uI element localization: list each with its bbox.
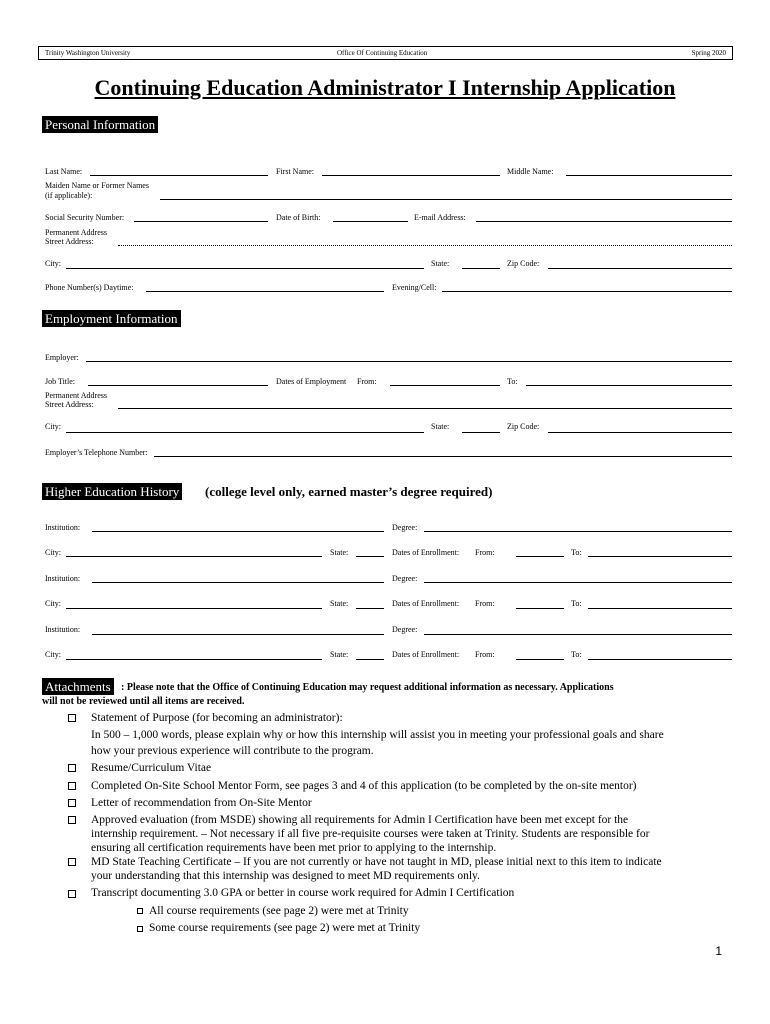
attachments-section-heading: Attachments: [42, 678, 114, 695]
enroll-from-1-label: From:: [475, 548, 495, 557]
employment-section-heading: Employment Information: [42, 310, 181, 327]
employment-state-field[interactable]: [462, 432, 500, 433]
employment-state-label: State:: [431, 422, 450, 431]
institution-3-field[interactable]: [92, 634, 384, 635]
institution-1-field[interactable]: [92, 531, 384, 532]
phone-day-label: Phone Number(s) Daytime:: [45, 283, 134, 292]
maiden-name-label: Maiden Name or Former Names: [45, 181, 149, 190]
employment-zip-label: Zip Code:: [507, 422, 540, 431]
edu-city-3-field[interactable]: [66, 659, 322, 660]
enroll-to-3-field[interactable]: [588, 659, 732, 660]
statement-instructions: In 500 – 1,000 words, please explain why or how this internship will assist you in meeting your professional goals and share: [91, 729, 664, 741]
msde-evaluation-label: Approved evaluation (from MSDE) showing all requirements for Admin I Certification have been met except for the: [91, 814, 629, 826]
employment-to-label: To:: [507, 377, 518, 386]
header-university: Trinity Washington University: [45, 49, 131, 57]
city-field[interactable]: [66, 268, 424, 269]
maiden-name-field[interactable]: [160, 199, 732, 200]
employment-zip-field[interactable]: [548, 432, 732, 433]
enroll-to-3-label: To:: [571, 650, 582, 659]
employment-from-label: From:: [357, 377, 377, 386]
institution-3-label: Institution:: [45, 625, 81, 634]
degree-1-label: Degree:: [392, 523, 418, 532]
middle-name-label: Middle Name:: [507, 167, 554, 176]
employment-street-field[interactable]: [118, 408, 732, 409]
perm-address-label: Permanent Address: [45, 228, 107, 237]
msde-evaluation-line-3: ensuring all certification requirements have been met prior to applying to the internship.: [91, 842, 497, 854]
street-address-label: Street Address:: [45, 237, 94, 246]
education-heading-note: (college level only, earned master’s degree required): [205, 484, 493, 499]
enroll-to-2-label: To:: [571, 599, 582, 608]
recommendation-letter-checkbox[interactable]: [68, 799, 76, 807]
resume-label: Resume/Curriculum Vitae: [91, 762, 212, 774]
edu-city-1-field[interactable]: [66, 556, 322, 557]
zip-label: Zip Code:: [507, 259, 540, 268]
edu-city-3-label: City:: [45, 650, 62, 659]
md-certificate-checkbox[interactable]: [68, 858, 76, 866]
employment-to-field[interactable]: [526, 385, 732, 386]
dates-employment-label: Dates of Employment: [276, 377, 347, 386]
employer-phone-field[interactable]: [154, 456, 732, 457]
employer-field[interactable]: [86, 361, 732, 362]
md-certificate-label: MD State Teaching Certificate – If you are not currently or have not taught in MD, please initial next to this item to indicate: [91, 856, 662, 868]
some-courses-trinity-checkbox[interactable]: [137, 926, 143, 932]
statement-of-purpose-label: Statement of Purpose (for becoming an administrator):: [91, 712, 343, 724]
first-name-field[interactable]: [322, 175, 500, 176]
enrollment-1-label: Dates of Enrollment:: [392, 548, 460, 557]
employment-street-label: Street Address:: [45, 400, 94, 409]
enroll-from-2-field[interactable]: [516, 608, 564, 609]
institution-2-field[interactable]: [92, 582, 384, 583]
personal-section-heading: Personal Information: [42, 116, 158, 133]
state-label: State:: [431, 259, 450, 268]
edu-state-1-field[interactable]: [356, 556, 384, 557]
all-courses-trinity-label: All course requirements (see page 2) were met at Trinity: [149, 905, 409, 917]
edu-city-1-label: City:: [45, 548, 62, 557]
evening-cell-field[interactable]: [442, 291, 732, 292]
institution-1-label: Institution:: [45, 523, 81, 532]
edu-city-2-field[interactable]: [66, 608, 322, 609]
state-field[interactable]: [462, 268, 500, 269]
enrollment-3-label: Dates of Enrollment:: [392, 650, 460, 659]
city-label: City:: [45, 259, 62, 268]
attachments-note: : Please note that the Office of Continuing Education may request additional information as necessary. Applications: [121, 682, 614, 693]
employment-city-label: City:: [45, 422, 62, 431]
header-office: Office Of Continuing Education: [337, 49, 428, 57]
employment-city-field[interactable]: [66, 432, 424, 433]
form-title: Continuing Education Administrator I Internship Application: [94, 75, 676, 100]
page-number: 1: [715, 944, 722, 958]
email-label: E-mail Address:: [414, 213, 466, 222]
job-title-field[interactable]: [88, 385, 268, 386]
msde-evaluation-checkbox[interactable]: [68, 816, 76, 824]
last-name-label: Last Name:: [45, 167, 83, 176]
md-certificate-line-2: your understanding that this internship was designed to meet MD requirements only.: [91, 870, 480, 882]
employer-phone-label: Employer’s Telephone Number:: [45, 448, 148, 457]
transcript-checkbox[interactable]: [68, 890, 76, 898]
mentor-form-checkbox[interactable]: [68, 782, 76, 790]
statement-instructions-2: how your previous experience will contribute to the program.: [91, 745, 374, 757]
institution-2-label: Institution:: [45, 574, 81, 583]
job-title-label: Job Title:: [45, 377, 76, 386]
all-courses-trinity-checkbox[interactable]: [137, 908, 143, 914]
mentor-form-label: Completed On-Site School Mentor Form, see pages 3 and 4 of this application (to be completed by the on-site mentor): [91, 780, 637, 792]
enroll-to-2-field[interactable]: [588, 608, 732, 609]
employment-from-field[interactable]: [390, 385, 500, 386]
edu-state-2-label: State:: [330, 599, 349, 608]
edu-state-3-label: State:: [330, 650, 349, 659]
employer-label: Employer:: [45, 353, 79, 362]
resume-checkbox[interactable]: [68, 764, 76, 772]
first-name-label: First Name:: [276, 167, 314, 176]
edu-city-2-label: City:: [45, 599, 62, 608]
transcript-label: Transcript documenting 3.0 GPA or better in course work required for Admin I Certification: [91, 887, 515, 899]
education-section-heading: Higher Education History: [42, 483, 182, 500]
degree-1-field[interactable]: [424, 531, 732, 532]
degree-3-field[interactable]: [424, 634, 732, 635]
enroll-from-2-label: From:: [475, 599, 495, 608]
degree-3-label: Degree:: [392, 625, 418, 634]
enroll-to-1-label: To:: [571, 548, 582, 557]
dob-label: Date of Birth:: [276, 213, 321, 222]
enroll-from-3-field[interactable]: [516, 659, 564, 660]
middle-name-field[interactable]: [566, 175, 732, 176]
header-term: Spring 2020: [691, 49, 726, 57]
attachments-note-2: will not be reviewed until all items are received.: [42, 696, 245, 707]
ssn-field[interactable]: [134, 221, 268, 222]
zip-field[interactable]: [548, 268, 732, 269]
enroll-from-1-field[interactable]: [516, 556, 564, 557]
enrollment-2-label: Dates of Enrollment:: [392, 599, 460, 608]
ssn-label: Social Security Number:: [45, 213, 125, 222]
statement-of-purpose-checkbox[interactable]: [68, 714, 76, 722]
last-name-field[interactable]: [90, 175, 268, 176]
degree-2-field[interactable]: [424, 582, 732, 583]
dob-field[interactable]: [333, 221, 408, 222]
maiden-name-label-2: (if applicable):: [45, 191, 93, 200]
edu-state-1-label: State:: [330, 548, 349, 557]
msde-evaluation-line-2: internship requirement. – Not necessary if all five pre-requisite courses were taken at Trinity. Students are responsible for: [91, 828, 650, 840]
edu-state-2-field[interactable]: [356, 608, 384, 609]
employment-perm-address-label: Permanent Address: [45, 391, 107, 400]
recommendation-letter-label: Letter of recommendation from On-Site Mentor: [91, 797, 312, 809]
phone-day-field[interactable]: [146, 291, 384, 292]
evening-cell-label: Evening/Cell:: [392, 283, 437, 292]
edu-state-3-field[interactable]: [356, 659, 384, 660]
enroll-from-3-label: From:: [475, 650, 495, 659]
page-header: [38, 46, 733, 60]
some-courses-trinity-label: Some course requirements (see page 2) were met at Trinity: [149, 922, 421, 934]
degree-2-label: Degree:: [392, 574, 418, 583]
email-field[interactable]: [476, 221, 732, 222]
street-address-field[interactable]: [118, 245, 732, 246]
enroll-to-1-field[interactable]: [588, 556, 732, 557]
